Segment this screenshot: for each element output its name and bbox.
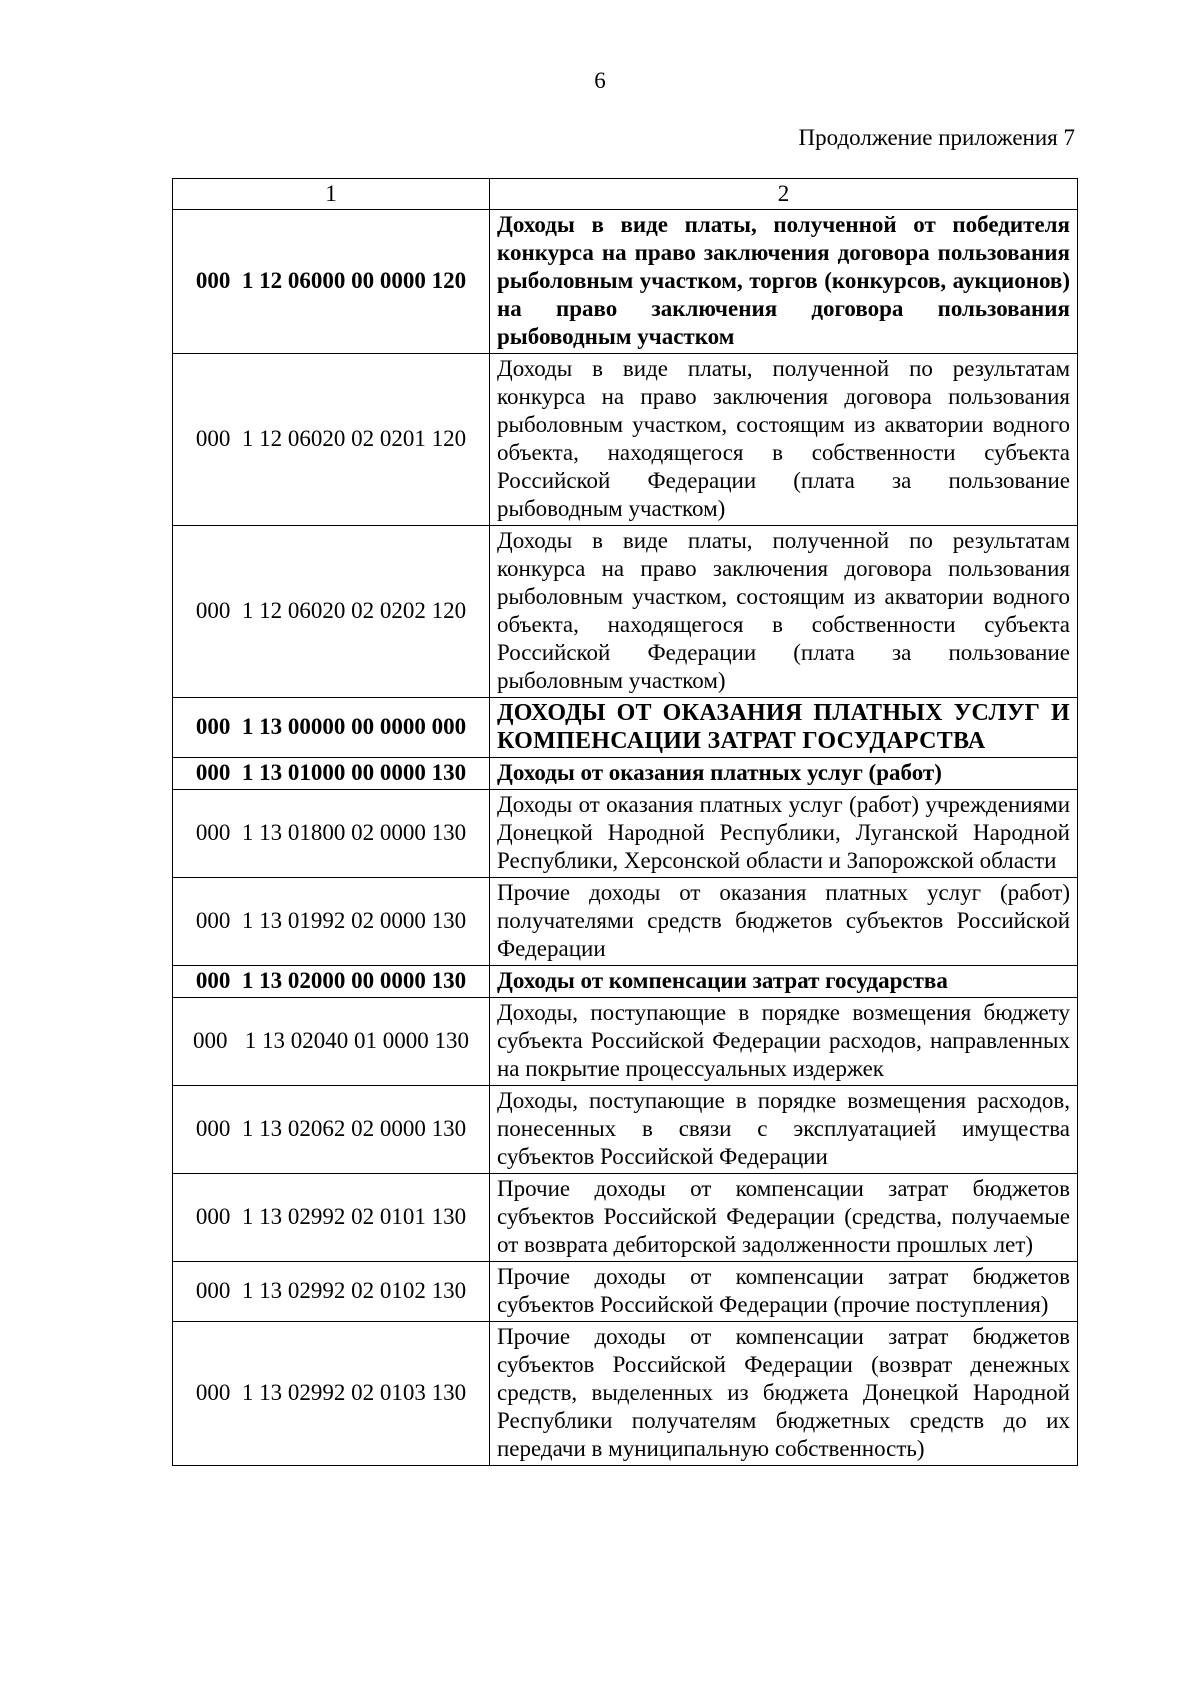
table-header-row xyxy=(173,179,1078,210)
description-cell: Прочие доходы от компенсации затрат бюджетов субъектов Российской Федерации (средства, получаемые от возврата дебиторской задолженности прошлых лет) xyxy=(490,1174,1078,1262)
budget-code-cell: 000 1 13 01000 00 0000 130 xyxy=(173,758,490,790)
table-row xyxy=(173,998,1078,1086)
budget-code-cell: 000 1 13 02992 02 0103 130 xyxy=(173,1322,490,1466)
description-cell: Доходы от оказания платных услуг (работ) учреждениями Донецкой Народной Республики, Луганской Народной Республики, Херсонской области и Запорожской области xyxy=(490,790,1078,878)
table-row xyxy=(173,1174,1078,1262)
budget-code-cell: 000 1 13 02040 01 0000 130 xyxy=(173,998,490,1086)
column-header-1: 1 xyxy=(173,179,490,210)
description-cell: Доходы в виде платы, полученной от победителя конкурса на право заключения договора пользования рыболовным участком, торгов (конкурсов, аукционов) на право заключения договора пользования рыбоводным участком xyxy=(490,210,1078,354)
table-row xyxy=(173,1262,1078,1322)
budget-code-cell: 000 1 12 06020 02 0202 120 xyxy=(173,526,490,698)
table-row xyxy=(173,1322,1078,1466)
table-row xyxy=(173,210,1078,354)
budget-code-cell: 000 1 13 02062 02 0000 130 xyxy=(173,1086,490,1174)
table-row xyxy=(173,790,1078,878)
table-row xyxy=(173,758,1078,790)
table-row xyxy=(173,526,1078,698)
description-cell: Доходы в виде платы, полученной по результатам конкурса на право заключения договора пользования рыболовным участком, состоящим из акватории водного объекта, находящегося в собственности субъекта Российской Федерации (плата за пользование рыболовным участком) xyxy=(490,526,1078,698)
appendix-continuation-label: Продолжение приложения 7 xyxy=(798,125,1075,150)
description-cell: Доходы, поступающие в порядке возмещения бюджету субъекта Российской Федерации расходов, направленных на покрытие процессуальных издержек xyxy=(490,998,1078,1086)
description-cell: Доходы от компенсации затрат государства xyxy=(490,966,1078,998)
budget-code-cell: 000 1 13 00000 00 0000 000 xyxy=(173,698,490,758)
budget-code-cell: 000 1 13 02000 00 0000 130 xyxy=(173,966,490,998)
table-row-section-heading xyxy=(173,698,1078,758)
table-row xyxy=(173,966,1078,998)
budget-code-cell: 000 1 12 06000 00 0000 120 xyxy=(173,210,490,354)
description-cell: Прочие доходы от компенсации затрат бюджетов субъектов Российской Федерации (возврат денежных средств, выделенных из бюджета Донецкой Народной Республики получателям бюджетных средств до их передачи в муниципальную собственность) xyxy=(490,1322,1078,1466)
section-heading-cell: ДОХОДЫ ОТ ОКАЗАНИЯ ПЛАТНЫХ УСЛУГ И КОМПЕНСАЦИИ ЗАТРАТ ГОСУДАРСТВА xyxy=(490,698,1078,758)
description-cell: Доходы от оказания платных услуг (работ) xyxy=(490,758,1078,790)
budget-code-cell: 000 1 13 01992 02 0000 130 xyxy=(173,878,490,966)
page-number: 6 xyxy=(594,68,606,93)
budget-code-cell: 000 1 13 02992 02 0102 130 xyxy=(173,1262,490,1322)
description-cell: Прочие доходы от оказания платных услуг (работ) получателями средств бюджетов субъектов Российской Федерации xyxy=(490,878,1078,966)
revenue-codes-table xyxy=(172,178,1078,1466)
table-row xyxy=(173,1086,1078,1174)
table-row xyxy=(173,354,1078,526)
budget-code-cell: 000 1 12 06020 02 0201 120 xyxy=(173,354,490,526)
description-cell: Доходы в виде платы, полученной по результатам конкурса на право заключения договора пользования рыболовным участком, состоящим из акватории водного объекта, находящегося в собственности субъекта Российской Федерации (плата за пользование рыбоводным участком) xyxy=(490,354,1078,526)
budget-code-cell: 000 1 13 01800 02 0000 130 xyxy=(173,790,490,878)
table-row xyxy=(173,878,1078,966)
column-header-2: 2 xyxy=(490,179,1078,210)
description-cell: Прочие доходы от компенсации затрат бюджетов субъектов Российской Федерации (прочие поступления) xyxy=(490,1262,1078,1322)
description-cell: Доходы, поступающие в порядке возмещения расходов, понесенных в связи с эксплуатацией имущества субъектов Российской Федерации xyxy=(490,1086,1078,1174)
budget-code-cell: 000 1 13 02992 02 0101 130 xyxy=(173,1174,490,1262)
